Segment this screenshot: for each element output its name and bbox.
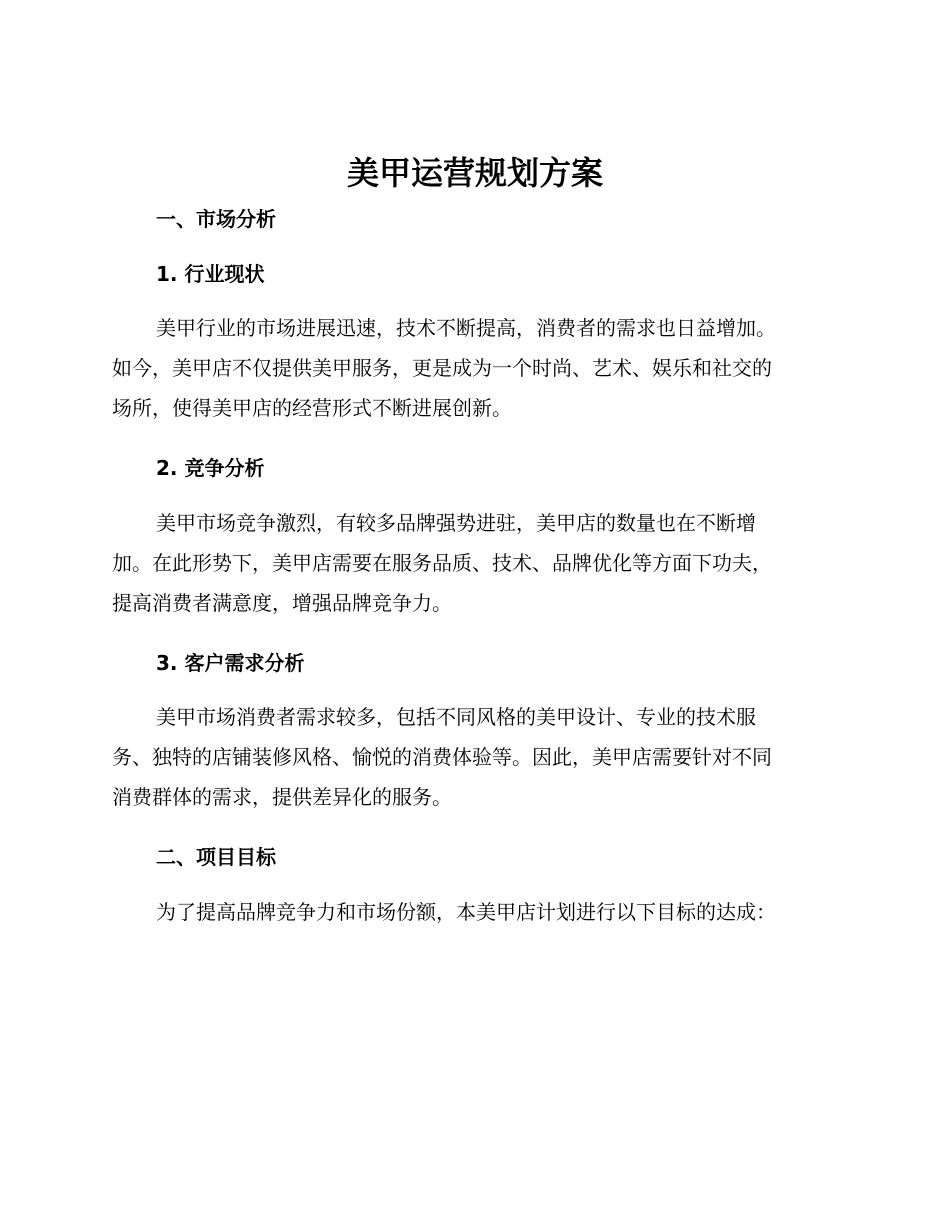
paragraph-line: 加。在此形势下，美甲店需要在服务品质、技术、品牌优化等方面下功夫， bbox=[112, 551, 772, 575]
paragraph-project-goals bbox=[112, 892, 836, 932]
paragraph-line: 提高消费者满意度，增强品牌竞争力。 bbox=[112, 591, 452, 615]
paragraph-line: 消费群体的需求，提供差异化的服务。 bbox=[112, 785, 452, 809]
paragraph-line: 务、独特的店铺装修风格、愉悦的消费体验等。因此，美甲店需要针对不同 bbox=[112, 745, 772, 769]
paragraph-line: 美甲市场消费者需求较多，包括不同风格的美甲设计、专业的技术服 bbox=[156, 705, 756, 729]
section-heading-market-analysis: 一、市场分析 bbox=[156, 207, 276, 231]
paragraph-customer-demand bbox=[112, 697, 836, 817]
paragraph-line: 场所，使得美甲店的经营形式不断进展创新。 bbox=[112, 396, 512, 420]
paragraph-competition-analysis bbox=[112, 503, 836, 623]
subsection-heading-industry-status: 1. 行业现状 bbox=[156, 262, 265, 286]
subsection-heading-customer-demand: 3. 客户需求分析 bbox=[156, 651, 305, 675]
section-heading-project-goals: 二、项目目标 bbox=[156, 845, 276, 869]
paragraph-line: 如今，美甲店不仅提供美甲服务，更是成为一个时尚、艺术、娱乐和社交的 bbox=[112, 356, 772, 380]
paragraph-industry-status bbox=[112, 308, 836, 428]
paragraph-line: 为了提高品牌竞争力和市场份额，本美甲店计划进行以下目标的达成： bbox=[156, 900, 776, 924]
subsection-heading-competition-analysis: 2. 竞争分析 bbox=[156, 456, 265, 480]
paragraph-line: 美甲市场竞争激烈，有较多品牌强势进驻，美甲店的数量也在不断增 bbox=[156, 511, 756, 535]
page-title: 美甲运营规划方案 bbox=[346, 154, 603, 192]
paragraph-line: 美甲行业的市场进展迅速，技术不断提高，消费者的需求也日益增加。 bbox=[156, 316, 776, 340]
